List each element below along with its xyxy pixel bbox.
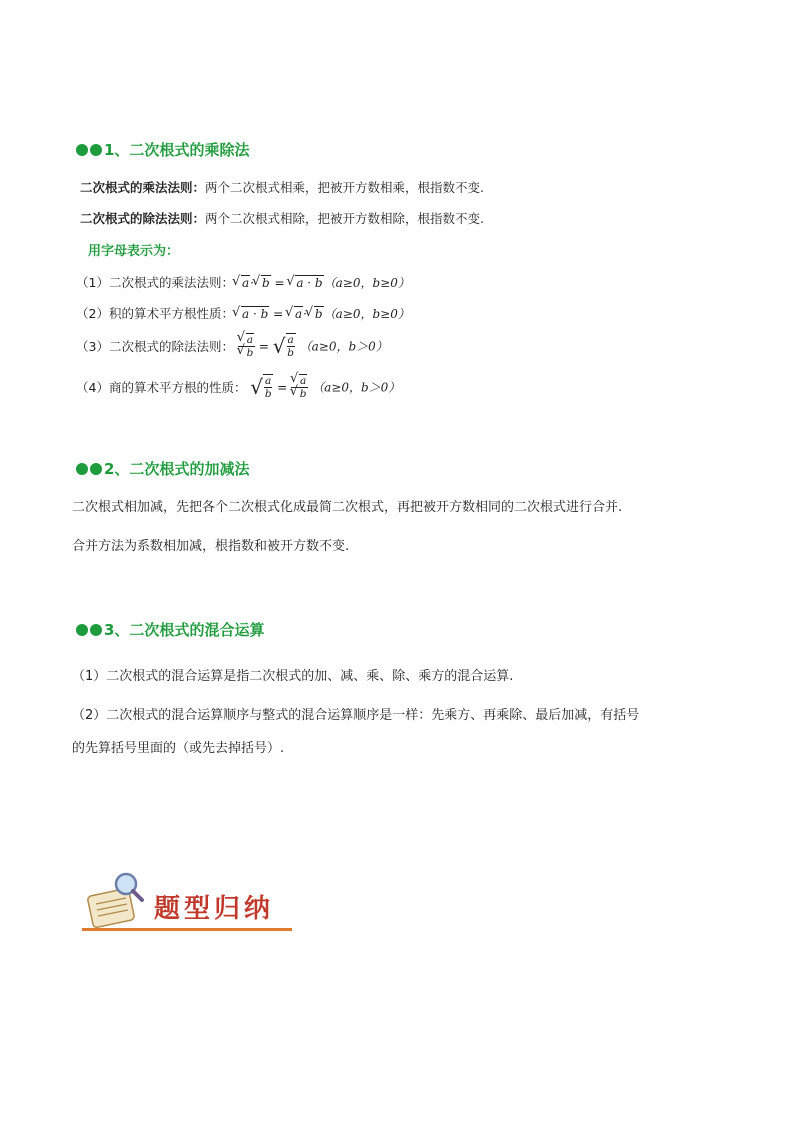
section-3-paragraph-2-cont: 的先算括号里面的（或先去掉括号）. — [72, 741, 285, 756]
rule-label: 二次根式的乘法法则： — [80, 180, 206, 195]
formula-expression: √ a · b = √ a·√ b — [234, 307, 324, 321]
bullet-dot-icon — [76, 463, 88, 475]
formula-prefix: （4）商的算术平方根的性质： — [76, 380, 247, 395]
formula-item-3 — [76, 333, 388, 359]
section-2-paragraph-1: 二次根式相加减，先把各个二次根式化成最简二次根式，再把被开方数相同的二次根式进行合并. — [72, 500, 623, 515]
section-title-text: 2、二次根式的加减法 — [104, 460, 250, 478]
rule-text: 两个二次根式相除，把被开方数相除，根指数不变. — [205, 211, 484, 226]
formula-expression: √ a·√ b = √ a · b — [234, 276, 324, 290]
section-3-title — [76, 619, 264, 640]
banner-underline — [82, 928, 292, 931]
section-3-paragraph-1: （1）二次根式的混合运算是指二次根式的加、减、乘、除、乘方的混合运算. — [72, 669, 514, 684]
section-2-title — [76, 458, 249, 479]
formula-condition: （a≥0，b＞0） — [312, 380, 401, 395]
formula-prefix: （2）积的算术平方根性质： — [76, 306, 234, 321]
formula-condition: （a≥0，b≥0） — [323, 276, 410, 290]
formula-item-4 — [76, 374, 400, 400]
rule-text: 两个二次根式相乘，把被开方数相乘，根指数不变. — [205, 180, 484, 195]
question-types-banner — [82, 870, 292, 932]
section-3-paragraph-2: （2）二次根式的混合运算顺序与整式的混合运算顺序是一样：先乘方、再乘除、最后加减，有括号 — [72, 708, 640, 723]
bullet-dot-icon — [76, 624, 88, 636]
letters-label: 用字母表示为： — [88, 244, 180, 259]
section-1-title — [76, 139, 249, 160]
bullet-dot-icon — [90, 624, 102, 636]
section-title-text: 1、二次根式的乘除法 — [104, 141, 250, 159]
formula-item-2 — [76, 304, 410, 322]
rule-label: 二次根式的除法法则： — [80, 211, 206, 226]
formula-prefix: （1）二次根式的乘法法则： — [76, 275, 234, 290]
multiplication-rule — [80, 178, 484, 196]
formula-expression: √ $\frac{a}{b}$ = √ a √ b — [246, 380, 312, 394]
section-2-paragraph-2: 合并方法为系数相加减，根指数和被开方数不变. — [72, 539, 350, 554]
section-title-text: 3、二次根式的混合运算 — [104, 621, 265, 639]
division-rule — [80, 209, 484, 227]
formula-condition: （a≥0，b≥0） — [323, 307, 410, 321]
bullet-dot-icon — [90, 463, 102, 475]
bullet-dot-icon — [90, 144, 102, 156]
formula-item-1 — [76, 273, 410, 291]
banner-title: 题型归纳 — [154, 894, 275, 924]
bullet-dot-icon — [76, 144, 88, 156]
formula-expression: √ a √ b = √ $\frac{a}{b}$ — [234, 339, 300, 353]
formula-condition: （a≥0，b＞0） — [299, 339, 388, 354]
notepad-magnifier-icon — [82, 870, 152, 930]
formula-prefix: （3）二次根式的除法法则： — [76, 339, 234, 354]
